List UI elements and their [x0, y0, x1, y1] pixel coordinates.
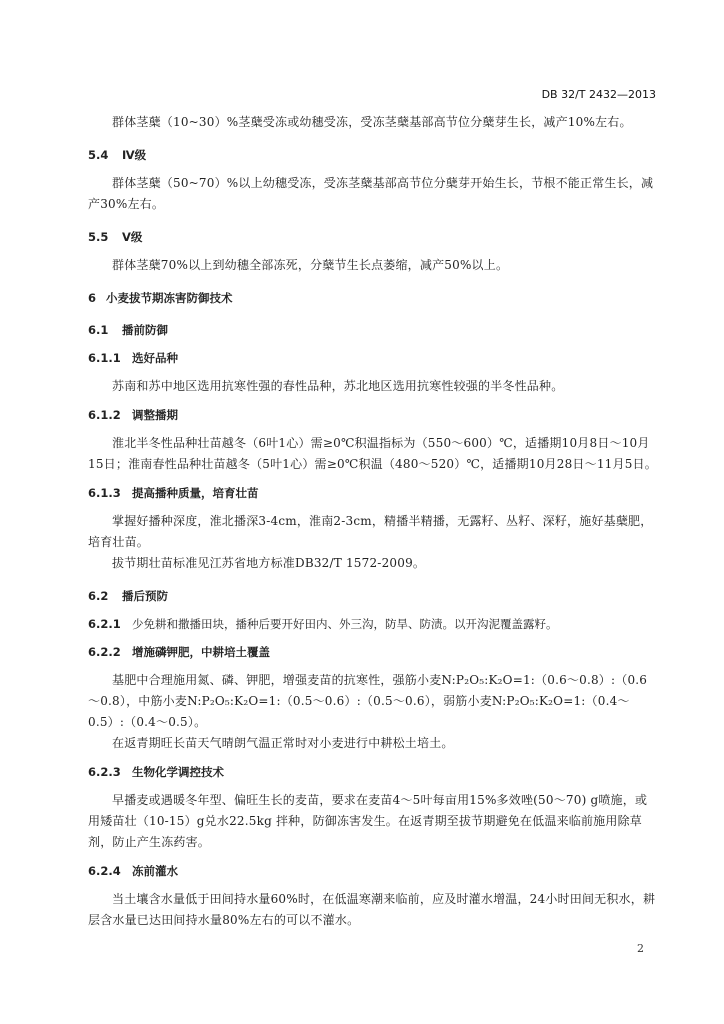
paragraph: 拔节期壮苗标准见江苏省地方标准DB32/T 1572-2009。 — [112, 556, 426, 570]
section-heading: 6.2.1 少免耕和撒播田块，播种后要开好田内、外三沟，防旱、防渍。以开沟泥覆盖露籽。 — [88, 617, 558, 631]
standard-id: DB 32/T 2432—2013 — [541, 88, 656, 101]
section-heading: 6.1.1 选好品种 — [88, 351, 178, 365]
section-heading: 5.4 Ⅳ级 — [88, 148, 147, 162]
section-heading: 6.2.3 生物化学调控技术 — [88, 765, 224, 779]
paragraph: 群体茎蘖70%以上到幼穗全部冻死，分蘖节生长点萎缩，减产50%以上。 — [112, 258, 509, 272]
paragraph: 在返青期旺长苗天气晴朗气温正常时对小麦进行中耕松土培土。 — [112, 736, 454, 750]
paragraph: 早播麦或遇暖冬年型、偏旺生长的麦苗，要求在麦苗4～5叶每亩用15%多效唑(50～70) g喷施，或用矮苗壮（10-15）g兑水22.5kg 拌种，防御冻害发生。在返青期至拔节期避免在低温来临前施用除草剂，防止产生冻药害。 — [88, 793, 648, 849]
section-heading: 6.1 播前防御 — [88, 323, 168, 337]
paragraph: 掌握好播种深度，淮北播深3-4cm，淮南2-3cm，精播半精播，无露籽、丛籽、深籽，施好基蘖肥，培育壮苗。 — [88, 514, 653, 549]
section-heading: 6.1.3 提高播种质量，培育壮苗 — [88, 486, 259, 500]
page-number: 2 — [637, 942, 644, 955]
section-heading: 6.2 播后预防 — [88, 589, 168, 603]
paragraph: 基肥中合理施用氮、磷、钾肥，增强麦苗的抗寒性，强筋小麦N:P₂O₅:K₂O=1:（0.6～0.8）:（0.6～0.8），中筋小麦N:P₂O₅:K₂O=1:（0.5～0.6）:（0.5～0.6），弱筋小麦N:P₂O₅:K₂O=1:（0.4～0.5）:（0.4～0.5）。 — [88, 673, 648, 729]
section-heading: 6.2.4 冻前灌水 — [88, 864, 178, 878]
paragraph: 群体茎蘖（50~70）%以上幼穗受冻，受冻茎蘖基部高节位分蘖芽开始生长，节根不能正常生长，减产30%左右。 — [88, 176, 654, 211]
paragraph: 苏南和苏中地区选用抗寒性强的春性品种，苏北地区选用抗寒性较强的半冬性品种。 — [112, 379, 564, 393]
paragraph: 当土壤含水量低于田间持水量60%时，在低温寒潮来临前，应及时灌水增温，24小时田间无积水，耕层含水量已达田间持水量80%左右的可以不灌水。 — [88, 892, 656, 927]
section-heading: 6 小麦拔节期冻害防御技术 — [88, 291, 233, 305]
document-body — [88, 112, 658, 931]
paragraph: 淮北半冬性品种壮苗越冬（6叶1心）需≥0℃积温指标为（550～600）℃，适播期10月8日～10月15日；淮南春性品种壮苗越冬（5叶1心）需≥0℃积温（480～520）℃，适播期10月28日～11月5日。 — [88, 436, 657, 471]
paragraph: 群体茎蘖（10~30）%茎蘖受冻或幼穗受冻，受冻茎蘖基部高节位分蘖芽生长，减产10%左右。 — [112, 115, 632, 129]
section-heading: 6.2.2 增施磷钾肥，中耕培土覆盖 — [88, 645, 270, 659]
section-heading: 6.1.2 调整播期 — [88, 408, 178, 422]
section-heading: 5.5 Ⅴ级 — [88, 230, 143, 244]
